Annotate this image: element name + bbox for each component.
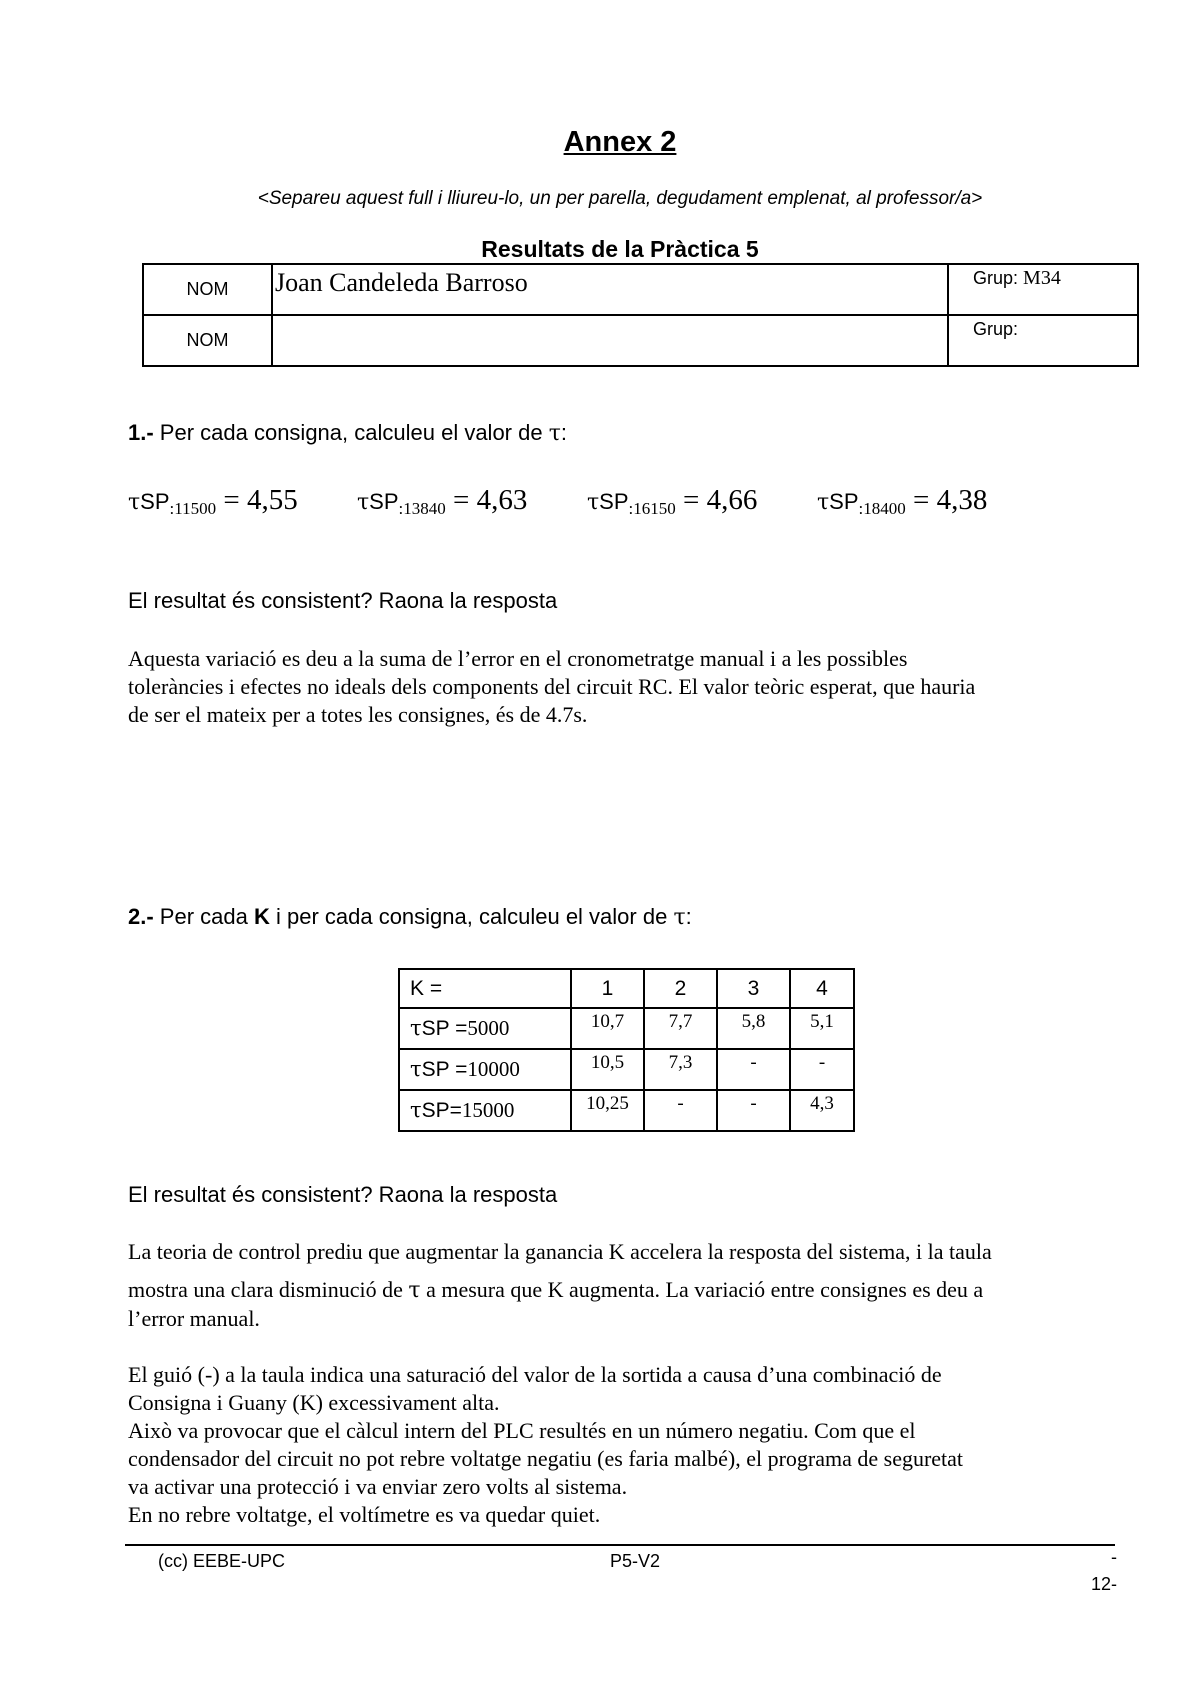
table-row — [399, 1008, 854, 1049]
question-1-colon: : — [560, 420, 567, 445]
question-2-answer — [128, 1238, 1158, 1529]
table-cell[interactable]: 4,3 — [790, 1090, 854, 1131]
tau-equals: = — [216, 484, 247, 516]
answer-line: El guió (-) a la taula indica una saturació del valor de la sortida a causa d’una combinació de — [128, 1362, 942, 1387]
page-title: Annex 2 — [563, 126, 677, 158]
tau-symbol: τ — [410, 1016, 422, 1040]
table-cell[interactable]: 7,7 — [644, 1008, 717, 1049]
k-tau-table — [398, 968, 855, 1132]
row-setpoint: 10000 — [467, 1057, 520, 1081]
answer-text: a mesura que K augmenta. La variació entre consignes es deu a — [420, 1277, 984, 1302]
table-cell[interactable]: - — [717, 1049, 790, 1090]
footer-page-dash: - — [1111, 1547, 1117, 1567]
student-name-field[interactable]: Joan Candeleda Barroso — [272, 264, 948, 315]
table-cell[interactable]: 7,3 — [644, 1049, 717, 1090]
table-cell[interactable]: 10,7 — [571, 1008, 644, 1049]
tau-symbol: τ — [408, 1278, 421, 1303]
question-2-number: 2.- — [128, 904, 154, 929]
tau-symbol: τ — [587, 490, 600, 515]
tau-prefix: SP — [829, 489, 859, 514]
tau-prefix: SP — [140, 489, 170, 514]
question-2-heading — [128, 904, 692, 930]
table-header-cell: 1 — [571, 969, 644, 1008]
question-2-text-a: Per cada — [153, 904, 254, 929]
footer-license: (cc) EEBE-UPC — [158, 1551, 286, 1571]
tau-symbol: τ — [673, 905, 686, 930]
student-row — [143, 264, 1138, 315]
student-name-field[interactable] — [272, 315, 948, 366]
tau-symbol: τ — [128, 490, 141, 515]
answer-line: Aquesta variació es deu a la suma de l’error en el cronometratge manual i a les possibles — [128, 646, 908, 671]
results-title: Resultats de la Pràctica 5 — [481, 236, 759, 262]
footer-version: P5-V2 — [610, 1551, 661, 1571]
students-table — [142, 263, 1139, 367]
question-1-answer — [128, 645, 1148, 729]
tau-equals: = — [445, 484, 477, 516]
answer-line: Això va provocar que el càlcul intern del PLC resultés en un número negatiu. Com que el — [128, 1418, 916, 1443]
tau-result-4 — [817, 484, 987, 519]
row-setpoint: 5000 — [467, 1016, 510, 1040]
group-label: Grup: — [973, 319, 1019, 339]
question-1-consistency: El resultat és consistent? Raona la resposta — [128, 588, 558, 613]
tau-result-1 — [128, 484, 298, 519]
row-label — [399, 1008, 571, 1049]
table-cell[interactable]: 5,1 — [790, 1008, 854, 1049]
tau-symbol: τ — [410, 1057, 422, 1081]
tau-result-3 — [587, 484, 757, 519]
group-value: M34 — [1023, 267, 1061, 289]
group-label: Grup: — [973, 268, 1019, 288]
nom-label: NOM — [143, 315, 272, 366]
tau-equals: = — [905, 484, 937, 516]
answer-line: l’error manual. — [128, 1306, 260, 1331]
tau-value: 4,66 — [706, 484, 758, 516]
table-header-row — [399, 969, 854, 1008]
tau-symbol: τ — [548, 421, 561, 446]
k-symbol: K — [253, 904, 270, 929]
answer-line: condensador del circuit no pot rebre voltatge negatiu (es faria malbé), el programa de seguretat — [128, 1446, 964, 1471]
answer-line: va activar una protecció i va enviar zero volts al sistema. — [128, 1474, 628, 1499]
row-prefix: SP = — [421, 1058, 468, 1081]
answer-line: de ser el mateix per a totes les consignes, és de 4.7s. — [128, 702, 588, 727]
student-row — [143, 315, 1138, 366]
tau-value: 4,38 — [936, 484, 988, 516]
row-prefix: SP= — [421, 1099, 462, 1122]
answer-line: La teoria de control prediu que augmentar la ganancia K accelera la resposta del sistema, i la taula — [128, 1239, 992, 1264]
row-label — [399, 1049, 571, 1090]
question-1-text: Per cada consigna, calculeu el valor de — [153, 420, 549, 445]
table-header-cell: 4 — [790, 969, 854, 1008]
answer-line: toleràncies i efectes no ideals dels components del circuit RC. El valor teòric esperat, que hauria — [128, 674, 976, 699]
question-2-colon: : — [685, 904, 692, 929]
group-field[interactable] — [948, 264, 1138, 315]
table-cell[interactable]: - — [717, 1090, 790, 1131]
tau-setpoint: :16150 — [628, 499, 676, 518]
row-setpoint: 15000 — [461, 1098, 515, 1122]
tau-setpoint: :11500 — [169, 499, 217, 518]
table-cell[interactable]: - — [790, 1049, 854, 1090]
answer-line: En no rebre voltatge, el voltímetre es va quedar quiet. — [128, 1502, 601, 1527]
question-2-text-b: i per cada consigna, calculeu el valor de — [269, 904, 674, 929]
table-header-cell: 2 — [644, 969, 717, 1008]
tau-value: 4,63 — [476, 484, 528, 516]
table-cell[interactable]: 10,25 — [571, 1090, 644, 1131]
tau-value: 4,55 — [246, 484, 298, 516]
table-row — [399, 1090, 854, 1131]
group-field[interactable] — [948, 315, 1138, 366]
instructions-subtitle: <Separeu aquest full i lliureu-lo, un per parella, degudament emplenat, al professor/a> — [257, 188, 983, 209]
tau-symbol: τ — [817, 490, 830, 515]
tau-setpoint: :18400 — [858, 499, 906, 518]
question-2-consistency: El resultat és consistent? Raona la resposta — [128, 1182, 558, 1207]
footer-divider — [125, 1544, 1115, 1546]
tau-symbol: τ — [357, 490, 370, 515]
question-1-number: 1.- — [128, 420, 154, 445]
row-label — [399, 1090, 571, 1131]
table-cell[interactable]: 10,5 — [571, 1049, 644, 1090]
question-1-heading — [128, 420, 567, 446]
table-header-cell: 3 — [717, 969, 790, 1008]
tau-equals: = — [675, 484, 707, 516]
answer-line — [128, 1276, 1158, 1305]
tau-prefix: SP — [599, 489, 629, 514]
tau-prefix: SP — [369, 489, 399, 514]
tau-symbol: τ — [410, 1098, 422, 1122]
answer-line: Consigna i Guany (K) excessivament alta. — [128, 1390, 500, 1415]
tau-result-2 — [357, 484, 527, 519]
footer-page-number: 12- — [1090, 1574, 1117, 1594]
nom-label: NOM — [143, 264, 272, 315]
table-cell[interactable]: - — [644, 1090, 717, 1131]
answer-text: mostra una clara disminució de — [128, 1277, 409, 1302]
table-header-cell: K = — [399, 969, 571, 1008]
table-cell[interactable]: 5,8 — [717, 1008, 790, 1049]
row-prefix: SP = — [421, 1017, 468, 1040]
table-row — [399, 1049, 854, 1090]
tau-setpoint: :13840 — [398, 499, 446, 518]
